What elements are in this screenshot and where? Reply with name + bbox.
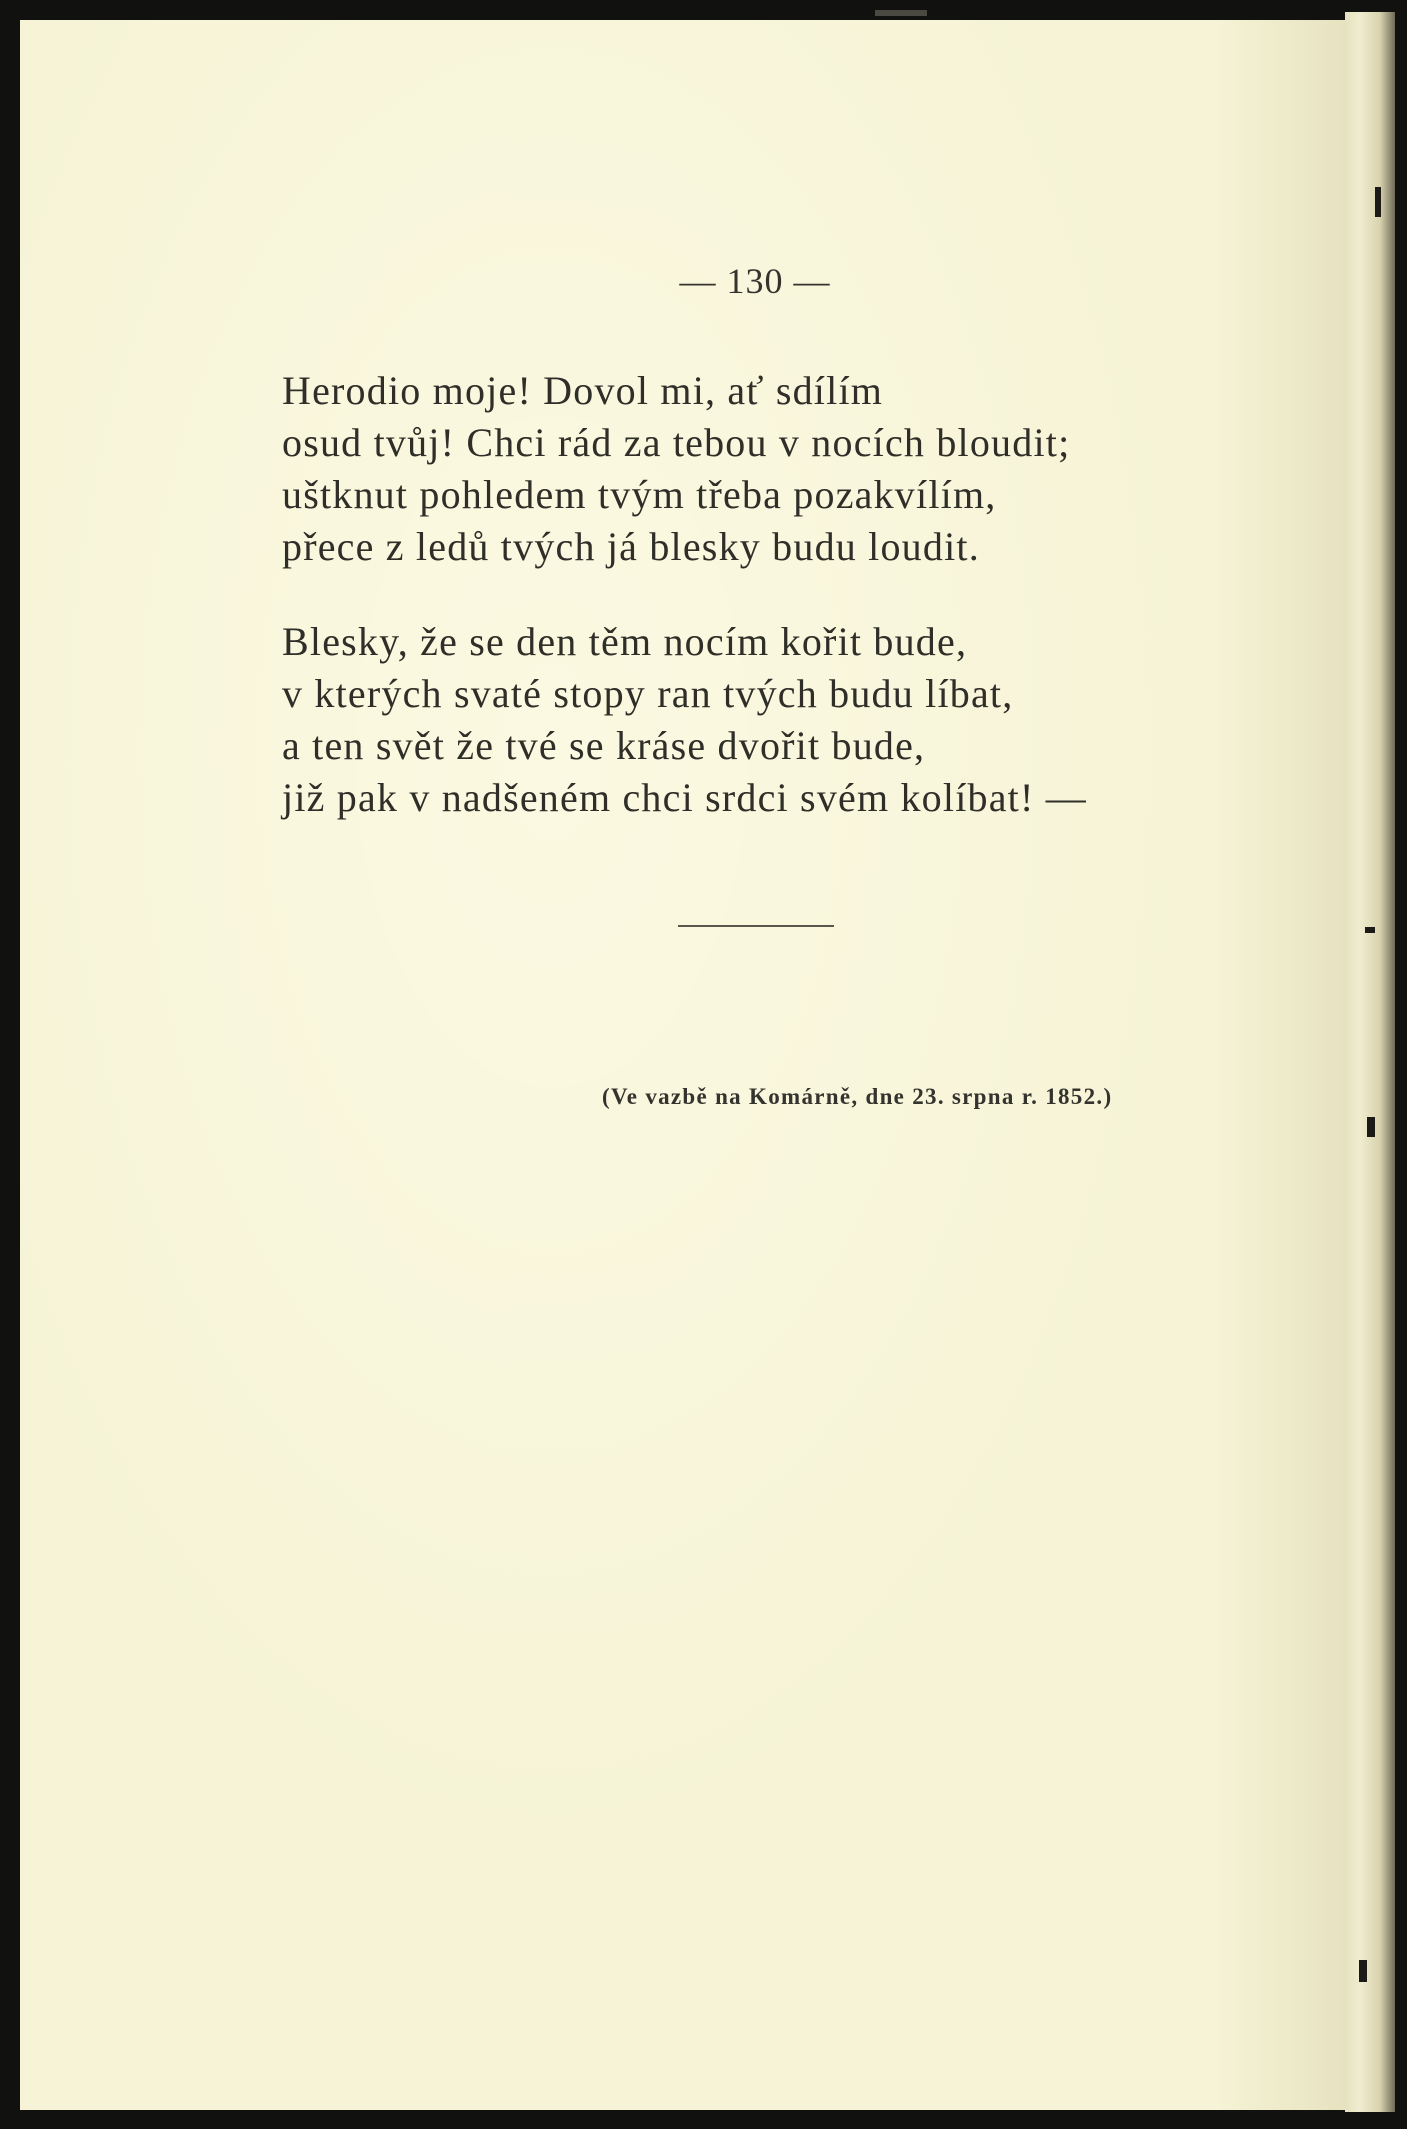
fold-shadow-mark — [1367, 1117, 1375, 1137]
fold-shadow-mark — [1375, 187, 1381, 217]
fold-shadow-mark — [1359, 1960, 1367, 1982]
poem-line: přece z ledů tvých já blesky budu loudit. — [282, 524, 980, 569]
poem-line: v kterých svaté stopy ran tvých budu líbat, — [282, 671, 1014, 716]
dateline: (Ve vazbě na Komárně, dne 23. srpna r. 1852.) — [602, 1084, 1113, 1109]
poem-line: Herodio moje! Dovol mi, ať sdílím — [282, 368, 884, 413]
poem-line: osud tvůj! Chci rád za tebou v nocích bloudit; — [282, 420, 1071, 465]
poem-line: Blesky, že se den těm nocím kořit bude, — [282, 619, 968, 664]
poem-stanza-1 — [282, 365, 1070, 573]
page-fold-edge — [1345, 12, 1395, 2112]
poem-stanza-2 — [282, 616, 1087, 824]
poem-line: uštknut pohledem tvým třeba pozakvílím, — [282, 472, 997, 517]
poem-line: již pak v nadšeném chci srdci svém kolíbat! — — [282, 775, 1087, 820]
page-number: — 130 — — [679, 261, 831, 301]
poem-line: a ten svět že tvé se kráse dvořit bude, — [282, 723, 926, 768]
fold-shadow-mark — [1365, 927, 1375, 933]
scan-edge-mark — [875, 10, 927, 16]
section-divider — [678, 925, 834, 927]
book-page — [20, 20, 1350, 2110]
